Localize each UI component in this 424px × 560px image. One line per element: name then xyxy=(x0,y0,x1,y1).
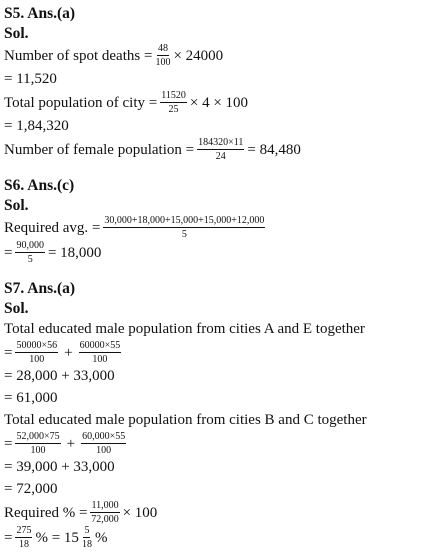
s5-spot-deaths-fraction xyxy=(155,43,170,68)
fraction-numerator: 48 xyxy=(157,43,168,54)
fraction-numerator: 60,000×55 xyxy=(82,431,126,442)
s7-percent-fraction xyxy=(90,500,119,525)
plus-sign: + xyxy=(64,344,73,361)
fraction-numerator: 90,000 xyxy=(16,240,44,251)
fraction-denominator: 100 xyxy=(155,57,171,68)
fraction-denominator: 18 xyxy=(81,539,92,550)
s7-final-line xyxy=(4,525,424,550)
s7-final-tail: % xyxy=(94,529,108,546)
fraction-denominator: 5 xyxy=(181,229,187,240)
fraction-denominator: 72,000 xyxy=(91,514,119,525)
s7-percent-tail: × 100 xyxy=(122,504,158,521)
s6-result-tail: = 18,000 xyxy=(47,244,102,261)
s5-female-line xyxy=(4,137,424,162)
s7-bc-expression xyxy=(4,431,424,456)
fraction-numerator: 275 xyxy=(16,525,32,536)
s5-population-fraction xyxy=(160,90,187,115)
s7-percent-text: Required % = xyxy=(4,504,88,521)
fraction-denominator: 18 xyxy=(18,539,29,550)
s6-result-equals: = xyxy=(4,244,13,261)
s5-spot-deaths-tail: × 24000 xyxy=(173,47,224,64)
s7-final-equals: = xyxy=(4,529,13,546)
s5-population-result: = 1,84,320 xyxy=(4,118,69,134)
s5-female-fraction xyxy=(197,137,244,162)
s7-answer-heading: S7. Ans.(a) xyxy=(4,280,76,297)
s7-ae-expression xyxy=(4,340,424,365)
s5-sol-label: Sol. xyxy=(4,25,29,42)
s5-female-text: Number of female population = xyxy=(4,141,195,158)
fraction-numerator: 50000×56 xyxy=(16,340,58,351)
fraction-denominator: 100 xyxy=(92,354,108,365)
fraction-denominator: 100 xyxy=(30,445,46,456)
fraction-numerator: 5 xyxy=(84,525,90,536)
s7-bc-result: = 72,000 xyxy=(4,481,58,497)
section-s6 xyxy=(4,176,424,265)
s7-bc-equals: = xyxy=(4,435,13,452)
fraction-denominator: 5 xyxy=(27,254,33,265)
s7-ae-equals: = xyxy=(4,344,13,361)
s7-ae-fraction-e xyxy=(79,340,122,365)
s7-ae-sum: = 28,000 + 33,000 xyxy=(4,368,115,384)
s5-spot-deaths-text: Number of spot deaths = xyxy=(4,47,153,64)
fraction-numerator: 60000×55 xyxy=(79,340,121,351)
s6-sol-label: Sol. xyxy=(4,197,29,214)
s7-bc-sum: = 39,000 + 33,000 xyxy=(4,459,115,475)
fraction-denominator: 100 xyxy=(96,445,112,456)
s5-spot-deaths-result: = 11,520 xyxy=(4,71,57,87)
fraction-numerator: 11520 xyxy=(161,90,186,101)
fraction-numerator: 184320×11 xyxy=(198,137,244,148)
s7-ae-fraction-a xyxy=(15,340,58,365)
s5-spot-deaths-line xyxy=(4,43,424,68)
s7-final-fraction xyxy=(15,525,32,550)
s5-population-line xyxy=(4,90,424,115)
s7-final-mixed-fraction xyxy=(82,525,92,550)
s7-bc-fraction-c xyxy=(81,431,126,456)
fraction-denominator: 100 xyxy=(29,354,45,365)
s6-avg-line xyxy=(4,215,424,240)
s6-avg-fraction xyxy=(103,215,265,240)
fraction-numerator: 52,000×75 xyxy=(16,431,60,442)
s7-final-mid: % = 15 xyxy=(35,529,79,546)
s7-sol-label: Sol. xyxy=(4,300,29,317)
fraction-numerator: 30,000+18,000+15,000+15,000+12,000 xyxy=(104,215,265,226)
s6-result-line xyxy=(4,240,424,265)
fraction-denominator: 24 xyxy=(215,151,226,162)
fraction-numerator: 11,000 xyxy=(91,500,119,511)
s5-answer-heading: S5. Ans.(a) xyxy=(4,5,76,22)
s7-ae-result: = 61,000 xyxy=(4,390,58,406)
s5-population-text: Total population of city = xyxy=(4,94,158,111)
plus-sign: + xyxy=(66,435,76,452)
s7-bc-fraction-b xyxy=(15,431,60,456)
s6-result-fraction xyxy=(15,240,45,265)
s7-percent-line xyxy=(4,500,424,525)
s7-ae-heading: Total educated male population from cities A and E together xyxy=(4,321,365,337)
s5-population-tail: × 4 × 100 xyxy=(189,94,249,111)
s6-avg-text: Required avg. = xyxy=(4,219,101,236)
s7-bc-heading: Total educated male population from cities B and C together xyxy=(4,412,367,428)
s5-female-tail: = 84,480 xyxy=(247,141,301,158)
s6-answer-heading: S6. Ans.(c) xyxy=(4,177,75,194)
section-s7 xyxy=(4,279,424,550)
section-s5 xyxy=(4,4,424,162)
fraction-denominator: 25 xyxy=(168,104,179,115)
